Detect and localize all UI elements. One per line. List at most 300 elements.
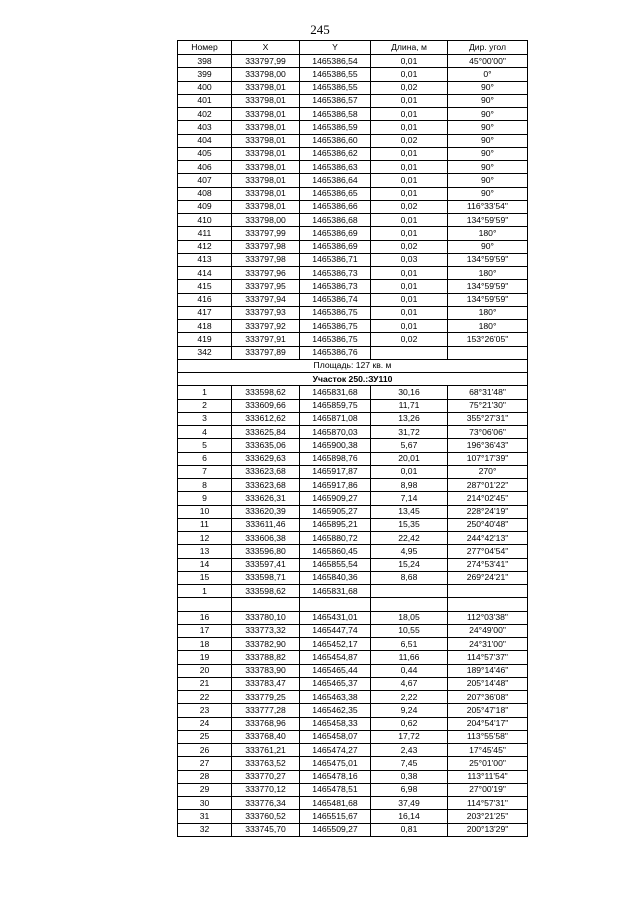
- cell-y: 1465463,38: [300, 691, 371, 704]
- cell-number: 1: [178, 386, 232, 399]
- table-row: [178, 744, 528, 757]
- cell-y: 1465905,27: [300, 505, 371, 518]
- cell-direction-angle: 205°14'48": [448, 677, 528, 690]
- table-row: [178, 518, 528, 531]
- table-row: [178, 545, 528, 558]
- table-row: [178, 121, 528, 134]
- cell-length: 16,14: [371, 810, 448, 823]
- cell-length: 0,01: [371, 214, 448, 227]
- cell-y: 1465386,58: [300, 108, 371, 121]
- table-row: [178, 346, 528, 359]
- cell-number: 19: [178, 651, 232, 664]
- cell-direction-angle: 207°36'08": [448, 691, 528, 704]
- cell-number: 410: [178, 214, 232, 227]
- cell-x: 333797,92: [232, 320, 300, 333]
- cell-length: 0,38: [371, 770, 448, 783]
- cell-number: 2: [178, 399, 232, 412]
- cell-y: 1465386,71: [300, 253, 371, 266]
- cell-y: 1465509,27: [300, 823, 371, 836]
- cell-length: 37,49: [371, 797, 448, 810]
- cell-number: 9: [178, 492, 232, 505]
- cell-number: 418: [178, 320, 232, 333]
- cell-number: 5: [178, 439, 232, 452]
- cell-length: 10,55: [371, 624, 448, 637]
- cell-y: 1465860,45: [300, 545, 371, 558]
- cell-y: 1465386,54: [300, 55, 371, 68]
- cell-direction-angle: 90°: [448, 147, 528, 160]
- table-row: [178, 571, 528, 584]
- cell-number: 399: [178, 68, 232, 81]
- cell-x: 333780,10: [232, 611, 300, 624]
- cell-x: 333798,01: [232, 81, 300, 94]
- header-x: X: [232, 41, 300, 55]
- cell-number: 1: [178, 585, 232, 598]
- table-row: [178, 68, 528, 81]
- cell-y: 1465855,54: [300, 558, 371, 571]
- cell-number: 24: [178, 717, 232, 730]
- cell-direction-angle: 153°26'05": [448, 333, 528, 346]
- cell-length: 6,51: [371, 638, 448, 651]
- cell-x: 333609,66: [232, 399, 300, 412]
- cell-y: 1465462,35: [300, 704, 371, 717]
- cell-direction-angle: 180°: [448, 267, 528, 280]
- cell-y: 1465478,16: [300, 770, 371, 783]
- table-row: [178, 293, 528, 306]
- table-row: [178, 770, 528, 783]
- cell-direction-angle: 189°14'46": [448, 664, 528, 677]
- table-row: [178, 280, 528, 293]
- cell-x: 333797,99: [232, 55, 300, 68]
- table-row: [178, 174, 528, 187]
- cell-direction-angle: 0°: [448, 68, 528, 81]
- table-row: [178, 624, 528, 637]
- cell-y: 1465386,59: [300, 121, 371, 134]
- table-row: [178, 439, 528, 452]
- cell-x: 333798,01: [232, 187, 300, 200]
- cell-length: 0,01: [371, 293, 448, 306]
- cell-number: 342: [178, 346, 232, 359]
- table-row: [178, 638, 528, 651]
- cell-number: 29: [178, 783, 232, 796]
- cell-number: 398: [178, 55, 232, 68]
- cell-x: 333798,01: [232, 108, 300, 121]
- table-header-row: [178, 41, 528, 55]
- cell-number: 403: [178, 121, 232, 134]
- cell-x: 333798,01: [232, 134, 300, 147]
- cell-length: 31,72: [371, 426, 448, 439]
- table-row: [178, 386, 528, 399]
- cell-y: 1465386,76: [300, 346, 371, 359]
- cell-number: 419: [178, 333, 232, 346]
- table-row: [178, 585, 528, 598]
- cell-number: 25: [178, 730, 232, 743]
- cell-x: 333779,25: [232, 691, 300, 704]
- cell-number: 413: [178, 253, 232, 266]
- cell-y: 1465458,07: [300, 730, 371, 743]
- cell-number: [178, 598, 232, 611]
- cell-length: 4,67: [371, 677, 448, 690]
- cell-x: 333745,70: [232, 823, 300, 836]
- cell-direction-angle: 214°02'45": [448, 492, 528, 505]
- table-row: [178, 333, 528, 346]
- cell-y: 1465386,55: [300, 68, 371, 81]
- cell-x: 333768,40: [232, 730, 300, 743]
- table-row: [178, 412, 528, 425]
- cell-y: 1465386,63: [300, 161, 371, 174]
- cell-number: 405: [178, 147, 232, 160]
- cell-direction-angle: 90°: [448, 134, 528, 147]
- cell-y: 1465870,03: [300, 426, 371, 439]
- table-row: [178, 452, 528, 465]
- table-row: [178, 783, 528, 796]
- cell-y: 1465386,73: [300, 280, 371, 293]
- section-title-row: [178, 373, 528, 386]
- cell-x: 333623,68: [232, 479, 300, 492]
- table-row: [178, 200, 528, 213]
- cell-length: 0,03: [371, 253, 448, 266]
- cell-number: 412: [178, 240, 232, 253]
- cell-number: 414: [178, 267, 232, 280]
- cell-number: 400: [178, 81, 232, 94]
- cell-length: [371, 585, 448, 598]
- table-row: [178, 134, 528, 147]
- cell-x: 333797,94: [232, 293, 300, 306]
- table-row: [178, 704, 528, 717]
- cell-x: 333797,96: [232, 267, 300, 280]
- cell-number: 26: [178, 744, 232, 757]
- cell-direction-angle: 274°53'41": [448, 558, 528, 571]
- cell-number: 23: [178, 704, 232, 717]
- cell-direction-angle: 68°31'48": [448, 386, 528, 399]
- cell-direction-angle: 24°31'00": [448, 638, 528, 651]
- cell-x: 333798,01: [232, 147, 300, 160]
- cell-number: 415: [178, 280, 232, 293]
- table-row: [178, 479, 528, 492]
- cell-y: [300, 598, 371, 611]
- cell-length: [371, 598, 448, 611]
- cell-length: 8,98: [371, 479, 448, 492]
- cell-number: 12: [178, 532, 232, 545]
- table-row: [178, 677, 528, 690]
- cell-length: 0,02: [371, 134, 448, 147]
- cell-number: 21: [178, 677, 232, 690]
- cell-y: 1465447,74: [300, 624, 371, 637]
- cell-direction-angle: 90°: [448, 94, 528, 107]
- table-row: [178, 267, 528, 280]
- cell-x: 333770,27: [232, 770, 300, 783]
- cell-x: 333783,47: [232, 677, 300, 690]
- table-row: [178, 691, 528, 704]
- cell-length: 8,68: [371, 571, 448, 584]
- cell-number: 409: [178, 200, 232, 213]
- cell-length: 0,02: [371, 81, 448, 94]
- cell-length: 7,45: [371, 757, 448, 770]
- cell-x: [232, 598, 300, 611]
- cell-y: 1465895,21: [300, 518, 371, 531]
- cell-direction-angle: 134°59'59": [448, 280, 528, 293]
- table-row: [178, 651, 528, 664]
- table-row: [178, 320, 528, 333]
- cell-x: 333768,96: [232, 717, 300, 730]
- cell-number: 417: [178, 306, 232, 319]
- cell-direction-angle: 270°: [448, 465, 528, 478]
- cell-x: 333620,39: [232, 505, 300, 518]
- cell-direction-angle: 90°: [448, 108, 528, 121]
- cell-length: 0,44: [371, 664, 448, 677]
- cell-y: 1465386,73: [300, 267, 371, 280]
- cell-number: 407: [178, 174, 232, 187]
- cell-y: 1465465,44: [300, 664, 371, 677]
- cell-x: 333782,90: [232, 638, 300, 651]
- table-row: [178, 797, 528, 810]
- cell-x: 333770,12: [232, 783, 300, 796]
- cell-direction-angle: 24°49'00": [448, 624, 528, 637]
- table-row: [178, 147, 528, 160]
- cell-y: 1465386,55: [300, 81, 371, 94]
- cell-y: 1465431,01: [300, 611, 371, 624]
- cell-x: 333797,98: [232, 253, 300, 266]
- cell-y: 1465452,17: [300, 638, 371, 651]
- cell-y: 1465880,72: [300, 532, 371, 545]
- cell-length: 6,98: [371, 783, 448, 796]
- cell-number: 13: [178, 545, 232, 558]
- cell-x: 333783,90: [232, 664, 300, 677]
- table-row: [178, 730, 528, 743]
- table-row: [178, 532, 528, 545]
- cell-direction-angle: 200°13'29": [448, 823, 528, 836]
- cell-x: 333788,82: [232, 651, 300, 664]
- cell-length: 0,01: [371, 306, 448, 319]
- cell-x: 333798,01: [232, 200, 300, 213]
- cell-length: 30,16: [371, 386, 448, 399]
- header-number: Номер: [178, 41, 232, 55]
- cell-direction-angle: 112°03'38": [448, 611, 528, 624]
- table-row: [178, 426, 528, 439]
- table-body-first-plot: [178, 55, 528, 360]
- header-length: Длина, м: [371, 41, 448, 55]
- cell-y: 1465386,57: [300, 94, 371, 107]
- cell-y: 1465386,65: [300, 187, 371, 200]
- cell-y: 1465898,76: [300, 452, 371, 465]
- cell-direction-angle: 277°04'54": [448, 545, 528, 558]
- cell-direction-angle: 114°57'37": [448, 651, 528, 664]
- cell-length: 0,01: [371, 187, 448, 200]
- cell-x: 333611,46: [232, 518, 300, 531]
- cell-direction-angle: 250°40'48": [448, 518, 528, 531]
- table-row: [178, 240, 528, 253]
- cell-length: 0,01: [371, 108, 448, 121]
- cell-length: 0,02: [371, 240, 448, 253]
- cell-y: 1465386,75: [300, 333, 371, 346]
- cell-direction-angle: 73°06'06": [448, 426, 528, 439]
- cell-y: 1465454,87: [300, 651, 371, 664]
- page-number: 245: [310, 22, 330, 37]
- cell-number: 6: [178, 452, 232, 465]
- cell-y: 1465917,86: [300, 479, 371, 492]
- cell-number: 17: [178, 624, 232, 637]
- table-row: [178, 664, 528, 677]
- cell-length: 0,01: [371, 280, 448, 293]
- cell-y: 1465458,33: [300, 717, 371, 730]
- cell-x: 333763,52: [232, 757, 300, 770]
- cell-number: 408: [178, 187, 232, 200]
- cell-length: 0,01: [371, 94, 448, 107]
- cell-direction-angle: 75°21'30": [448, 399, 528, 412]
- cell-length: 0,81: [371, 823, 448, 836]
- cell-x: 333760,52: [232, 810, 300, 823]
- cell-number: 406: [178, 161, 232, 174]
- table-row: [178, 214, 528, 227]
- table-row: [178, 108, 528, 121]
- cell-direction-angle: 228°24'19": [448, 505, 528, 518]
- cell-number: 11: [178, 518, 232, 531]
- table-row: [178, 492, 528, 505]
- cell-x: 333797,95: [232, 280, 300, 293]
- cell-y: 1465386,62: [300, 147, 371, 160]
- cell-number: 18: [178, 638, 232, 651]
- cell-number: 32: [178, 823, 232, 836]
- cell-direction-angle: 90°: [448, 240, 528, 253]
- cell-number: 10: [178, 505, 232, 518]
- cell-length: 0,01: [371, 68, 448, 81]
- cell-direction-angle: 90°: [448, 81, 528, 94]
- area-text: Площадь: 127 кв. м: [178, 359, 528, 372]
- cell-y: 1465386,66: [300, 200, 371, 213]
- cell-number: 28: [178, 770, 232, 783]
- cell-x: 333798,00: [232, 214, 300, 227]
- cell-x: 333626,31: [232, 492, 300, 505]
- cell-x: 333625,84: [232, 426, 300, 439]
- cell-direction-angle: 180°: [448, 227, 528, 240]
- cell-length: 0,01: [371, 227, 448, 240]
- cell-x: 333797,98: [232, 240, 300, 253]
- cell-y: 1465386,69: [300, 227, 371, 240]
- table-row: [178, 598, 528, 611]
- cell-y: 1465465,37: [300, 677, 371, 690]
- cell-y: 1465909,27: [300, 492, 371, 505]
- cell-number: 20: [178, 664, 232, 677]
- table-row: [178, 810, 528, 823]
- cell-length: 0,01: [371, 121, 448, 134]
- cell-length: 0,01: [371, 320, 448, 333]
- cell-direction-angle: 204°54'17": [448, 717, 528, 730]
- cell-number: 7: [178, 465, 232, 478]
- cell-x: 333798,01: [232, 161, 300, 174]
- cell-length: 0,01: [371, 174, 448, 187]
- cell-length: 0,62: [371, 717, 448, 730]
- cell-number: 3: [178, 412, 232, 425]
- cell-x: 333623,68: [232, 465, 300, 478]
- area-row: [178, 359, 528, 372]
- cell-number: 401: [178, 94, 232, 107]
- table-row: [178, 161, 528, 174]
- table-row: [178, 399, 528, 412]
- cell-direction-angle: 287°01'22": [448, 479, 528, 492]
- cell-length: 15,35: [371, 518, 448, 531]
- cell-y: 1465386,75: [300, 306, 371, 319]
- cell-length: 0,01: [371, 161, 448, 174]
- cell-direction-angle: 90°: [448, 174, 528, 187]
- cell-y: 1465386,64: [300, 174, 371, 187]
- cell-x: 333797,91: [232, 333, 300, 346]
- cell-length: 5,67: [371, 439, 448, 452]
- cell-direction-angle: 107°17'39": [448, 452, 528, 465]
- cell-x: 333597,41: [232, 558, 300, 571]
- cell-direction-angle: [448, 598, 528, 611]
- cell-y: 1465859,75: [300, 399, 371, 412]
- cell-number: 14: [178, 558, 232, 571]
- cell-x: 333797,93: [232, 306, 300, 319]
- cell-length: 13,45: [371, 505, 448, 518]
- table-row: [178, 187, 528, 200]
- cell-number: 31: [178, 810, 232, 823]
- header-y: Y: [300, 41, 371, 55]
- cell-number: 22: [178, 691, 232, 704]
- cell-y: 1465386,69: [300, 240, 371, 253]
- cell-length: 0,01: [371, 55, 448, 68]
- cell-number: 16: [178, 611, 232, 624]
- cell-direction-angle: [448, 346, 528, 359]
- cell-direction-angle: 196°36'43": [448, 439, 528, 452]
- cell-y: 1465481,68: [300, 797, 371, 810]
- cell-y: 1465386,74: [300, 293, 371, 306]
- cell-y: 1465386,68: [300, 214, 371, 227]
- cell-direction-angle: 180°: [448, 320, 528, 333]
- cell-length: 0,01: [371, 147, 448, 160]
- table-row: [178, 465, 528, 478]
- cell-length: 4,95: [371, 545, 448, 558]
- cell-x: 333797,89: [232, 346, 300, 359]
- cell-number: 4: [178, 426, 232, 439]
- cell-number: 411: [178, 227, 232, 240]
- cell-direction-angle: 116°33'54": [448, 200, 528, 213]
- cell-direction-angle: 113°11'54": [448, 770, 528, 783]
- cell-x: 333598,71: [232, 571, 300, 584]
- cell-x: 333797,99: [232, 227, 300, 240]
- cell-y: 1465831,68: [300, 386, 371, 399]
- cell-y: 1465831,68: [300, 585, 371, 598]
- cell-x: 333798,01: [232, 174, 300, 187]
- table-row: [178, 227, 528, 240]
- header-direction-angle: Дир. угол: [448, 41, 528, 55]
- cell-direction-angle: 203°21'25": [448, 810, 528, 823]
- cell-length: 11,71: [371, 399, 448, 412]
- cell-x: 333773,32: [232, 624, 300, 637]
- cell-direction-angle: 134°59'59": [448, 214, 528, 227]
- cell-x: 333635,06: [232, 439, 300, 452]
- section-title: Участок 250.:ЗУ110: [178, 373, 528, 386]
- cell-y: 1465386,60: [300, 134, 371, 147]
- cell-x: 333606,38: [232, 532, 300, 545]
- cell-direction-angle: 27°00'19": [448, 783, 528, 796]
- cell-number: 30: [178, 797, 232, 810]
- cell-length: 22,42: [371, 532, 448, 545]
- cell-y: 1465478,51: [300, 783, 371, 796]
- cell-length: 0,02: [371, 333, 448, 346]
- cell-x: 333598,62: [232, 386, 300, 399]
- cell-direction-angle: 134°59'59": [448, 253, 528, 266]
- cell-direction-angle: 205°47'18": [448, 704, 528, 717]
- cell-number: 15: [178, 571, 232, 584]
- cell-direction-angle: [448, 585, 528, 598]
- cell-x: 333596,80: [232, 545, 300, 558]
- cell-y: 1465840,36: [300, 571, 371, 584]
- cell-direction-angle: 113°55'58": [448, 730, 528, 743]
- cell-direction-angle: 355°27'31": [448, 412, 528, 425]
- cell-y: 1465917,87: [300, 465, 371, 478]
- cell-x: 333798,01: [232, 94, 300, 107]
- cell-length: 0,01: [371, 465, 448, 478]
